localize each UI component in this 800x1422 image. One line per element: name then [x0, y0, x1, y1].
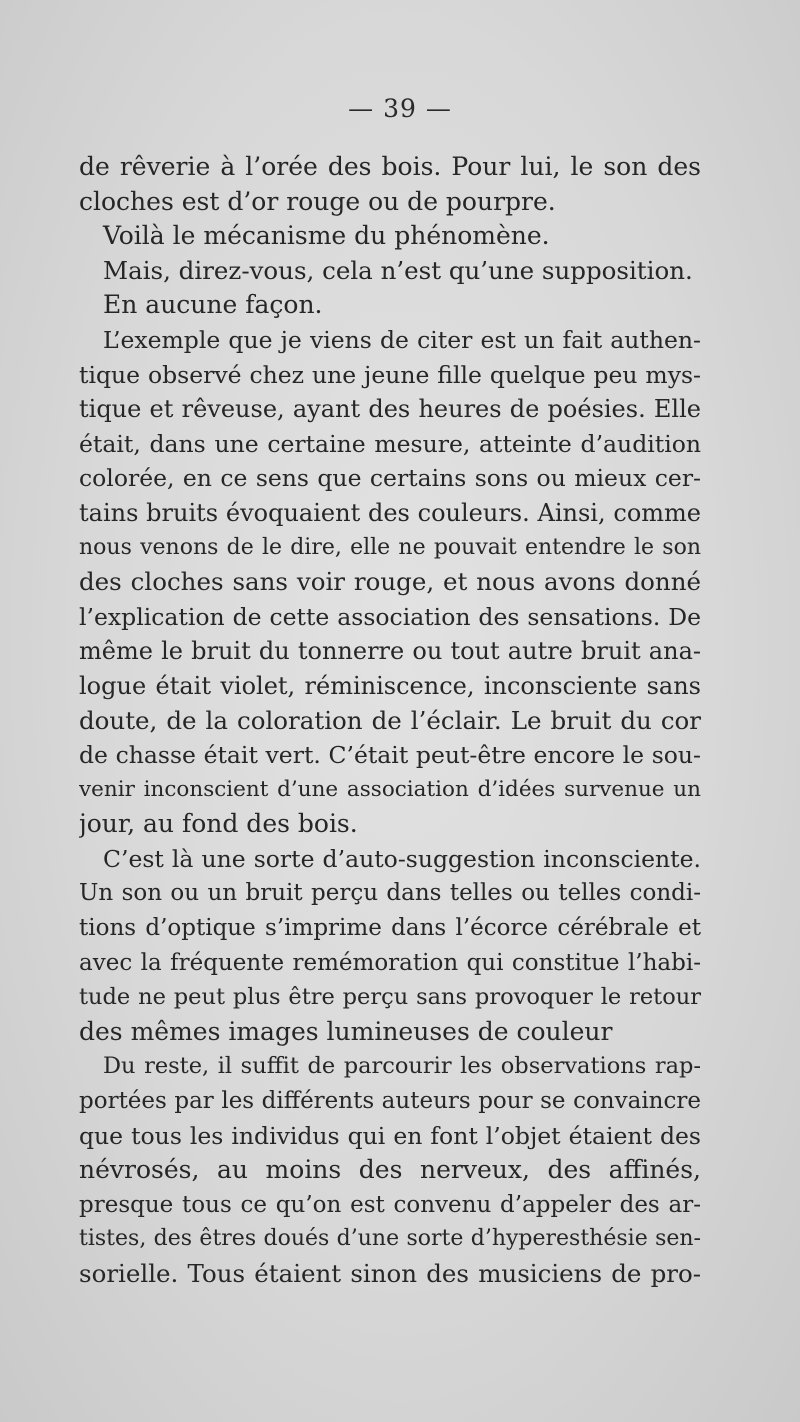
- page-number: — 39 —: [348, 94, 452, 123]
- text-line: venir inconscient d’une association d’idées survenue un: [79, 776, 701, 802]
- text-line: des cloches sans voir rouge, et nous avons donné: [79, 567, 701, 597]
- text-line: doute, de la coloration de l’éclair. Le bruit du cor: [79, 705, 701, 735]
- text-line: tique observé chez une jeune fille quelque peu mys-: [79, 360, 701, 389]
- text-line: Du reste, il suffit de parcourir les observations rap-: [103, 1053, 701, 1080]
- text-line: Mais, direz-vous, cela n’est qu’une supposition.: [103, 255, 693, 285]
- text-line: l’explication de cette association des sensations. De: [79, 602, 701, 631]
- text-line: sorielle. Tous étaient sinon des musiciens de pro-: [79, 1259, 701, 1288]
- text-line: portées par les différents auteurs pour se convaincre: [79, 1088, 701, 1115]
- text-line: de chasse était vert. C’était peut-être encore le sou-: [79, 741, 701, 770]
- text-line: L’exemple que je viens de citer est un fait authen-: [103, 325, 701, 354]
- text-line: logue était violet, réminiscence, inconsciente sans: [79, 671, 701, 700]
- text-line: C’est là une sorte d’auto-suggestion inconsciente.: [103, 844, 701, 873]
- text-line: était, dans une certaine mesure, atteinte d’audition: [79, 429, 701, 458]
- text-line: colorée, en ce sens que certains sons ou mieux cer-: [79, 464, 701, 493]
- text-line: Un son ou un bruit perçu dans telles ou telles condi-: [79, 880, 701, 907]
- text-line: nous venons de le dire, elle ne pouvait entendre le son: [79, 534, 701, 560]
- text-line: cloches est d’or rouge ou de pourpre.: [79, 186, 556, 216]
- text-line: presque tous ce qu’on est convenu d’appeler des ar-: [79, 1191, 701, 1218]
- text-line: tions d’optique s’imprime dans l’écorce cérébrale et: [79, 915, 701, 942]
- text-line: de rêverie à l’orée des bois. Pour lui, le son des: [79, 152, 701, 181]
- text-line: jour, au fond des bois.: [79, 809, 358, 839]
- text-line: Voilà le mécanisme du phénomène.: [103, 221, 550, 251]
- body-text: [79, 150, 701, 1292]
- text-line: que tous les individus qui en font l’objet étaient des: [79, 1121, 701, 1150]
- text-line: En aucune façon.: [103, 290, 323, 320]
- text-line: tistes, des êtres doués d’une sorte d’hyperesthésie sen-: [79, 1226, 701, 1252]
- text-line: névrosés, au moins des nerveux, des affinés,: [79, 1155, 701, 1185]
- text-line: des mêmes images lumineuses de couleur: [79, 1016, 613, 1046]
- text-line: tique et rêveuse, ayant des heures de poésies. Elle: [79, 395, 701, 424]
- text-line: tude ne peut plus être perçu sans provoquer le retour: [79, 984, 701, 1011]
- text-line: tains bruits évoquaient des couleurs. Ainsi, comme: [79, 498, 701, 527]
- text-line: avec la fréquente remémoration qui constitue l’habi-: [79, 949, 701, 976]
- text-line: même le bruit du tonnerre ou tout autre bruit ana-: [79, 637, 701, 666]
